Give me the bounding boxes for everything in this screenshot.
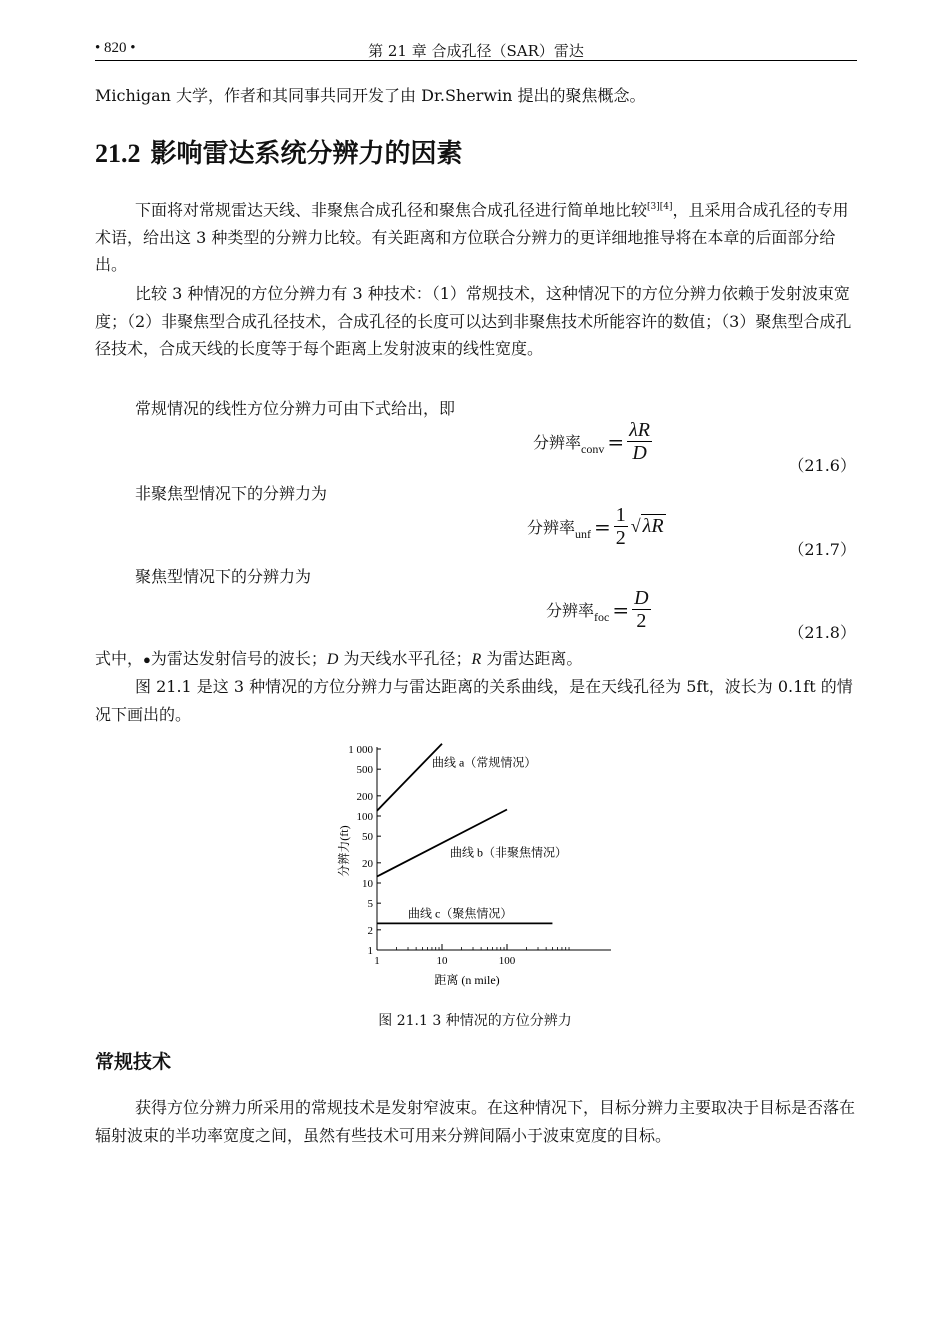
chapter-title: 第 21 章 合成孔径（SAR）雷达 xyxy=(368,42,584,60)
x-tick-label: 10 xyxy=(436,955,448,967)
series-line xyxy=(377,744,442,811)
y-tick-label: 1 000 xyxy=(348,744,373,756)
equation-21-8 xyxy=(546,587,651,632)
x-tick-label: 1 xyxy=(374,955,380,967)
chart-series xyxy=(377,744,552,924)
para1-text-a: 下面将对常规雷达天线、非聚焦合成孔径和聚焦合成孔径进行简单地比较 xyxy=(135,200,648,220)
equation-number: （21.8） xyxy=(788,623,856,642)
y-tick-label: 500 xyxy=(356,764,373,777)
paragraph-2: 比较 3 种情况的方位分辨力有 3 种技术：（1）常规技术，这种情况下的方位分辨力依赖于发射波束宽度；（2）非聚焦型合成孔径技术，合成孔径的长度可以达到非聚焦技术所能容许的数值；（3）聚焦型合成孔径技术，合成天线的长度等于每个距离上发射波束的线性宽度。 xyxy=(95,284,852,358)
y-tick-label: 5 xyxy=(367,898,373,911)
y-tick-label: 200 xyxy=(356,790,373,803)
eq-label: 分辨率 xyxy=(527,518,576,537)
var-d: D xyxy=(326,651,339,668)
para1-text-b: ，且采用合成孔径的专用术语，给出这 3 种类型的分辨力比较。有关距离和方位联合分辨力的更详细地推导将在本章的后面部分给出。 xyxy=(95,200,849,275)
x-tick-label: 100 xyxy=(498,955,516,967)
subsection-heading: 常规技术 xyxy=(95,1051,172,1073)
y-tick-label: 100 xyxy=(356,811,373,823)
square-root xyxy=(631,515,666,538)
variable-definitions xyxy=(95,645,857,674)
section-number: 21.2 xyxy=(95,139,141,168)
eq-subscript: unf xyxy=(575,527,592,541)
series-label: 曲线 a（常规情况） xyxy=(432,755,537,770)
fraction xyxy=(614,504,628,549)
where-prefix: 式中， xyxy=(95,649,144,668)
section-title: 影响雷达系统分辨力的因素 xyxy=(150,139,463,169)
running-header xyxy=(95,38,857,61)
lambda-glyph: ● xyxy=(143,652,151,667)
eq-label: 分辨率 xyxy=(546,601,595,620)
intro-line: Michigan 大学，作者和其同事共同开发了由 Dr.Sherwin 提出的聚焦概念。 xyxy=(95,86,646,105)
numerator: D xyxy=(634,587,649,609)
section-heading xyxy=(95,133,463,170)
resolution-chart xyxy=(320,735,620,990)
where-text-1: 为雷达发射信号的波长； xyxy=(150,649,327,668)
series-line xyxy=(377,810,507,877)
var-r: R xyxy=(471,651,482,668)
y-tick-label: 50 xyxy=(362,831,373,844)
y-tick-label: 10 xyxy=(362,878,373,890)
equation-number: （21.7） xyxy=(788,540,856,559)
series-label: 曲线 c（聚焦情况） xyxy=(408,906,513,921)
x-axis-label: 距离 (n mile) xyxy=(434,973,500,987)
chart-labels xyxy=(336,744,567,987)
equals-sign: = xyxy=(594,514,611,539)
equation-lead-unf: 非聚焦型情况下的分辨力为 xyxy=(135,484,328,503)
equation-lead-foc: 聚焦型情况下的分辨力为 xyxy=(135,567,312,586)
equals-sign: = xyxy=(607,429,625,454)
fraction xyxy=(627,419,652,464)
numerator: 1 xyxy=(615,504,626,526)
eq-label: 分辨率 xyxy=(533,433,582,452)
y-tick-label: 2 xyxy=(367,924,373,937)
equation-21-6 xyxy=(533,419,652,464)
denominator: D xyxy=(632,442,647,464)
fraction xyxy=(632,587,650,632)
equals-sign: = xyxy=(612,597,630,622)
eq-subscript: foc xyxy=(594,610,610,624)
paragraph-3: 图 21.1 是这 3 种情况的方位分辨力与雷达距离的关系曲线，是在天线孔径为 5ft，波长为 0.1ft 的情况下画出的。 xyxy=(95,677,853,724)
radicand: λR xyxy=(642,515,664,537)
where-text-3: 为雷达距离。 xyxy=(481,649,583,668)
y-axis-label: 分辨力(ft) xyxy=(337,825,351,877)
denominator: 2 xyxy=(615,527,626,549)
denominator: 2 xyxy=(636,610,647,632)
y-tick-label: 1 xyxy=(367,945,373,957)
figure-caption: 图 21.1 3 种情况的方位分辨力 xyxy=(378,1013,572,1029)
page-number: • 820 • xyxy=(95,40,136,56)
eq-subscript: conv xyxy=(581,442,605,456)
citation: [3][4] xyxy=(647,202,673,212)
paragraph-1 xyxy=(95,194,857,279)
equation-lead-conv: 常规情况的线性方位分辨力可由下式给出，即 xyxy=(135,399,456,418)
series-label: 曲线 b（非聚焦情况） xyxy=(450,845,568,860)
paragraph-4: 获得方位分辨力所采用的常规技术是发射窄波束。在这种情况下，目标分辨力主要取决于目标是否落在辐射波束的半功率宽度之间，虽然有些技术可用来分辨间隔小于波束宽度的目标。 xyxy=(95,1098,856,1145)
numerator: λR xyxy=(629,419,650,441)
y-tick-label: 20 xyxy=(362,857,373,870)
equation-21-7 xyxy=(527,504,666,549)
where-text-2: 为天线水平孔径； xyxy=(338,649,472,668)
radical-sign: √ xyxy=(630,516,641,536)
equation-number: （21.6） xyxy=(788,456,856,475)
